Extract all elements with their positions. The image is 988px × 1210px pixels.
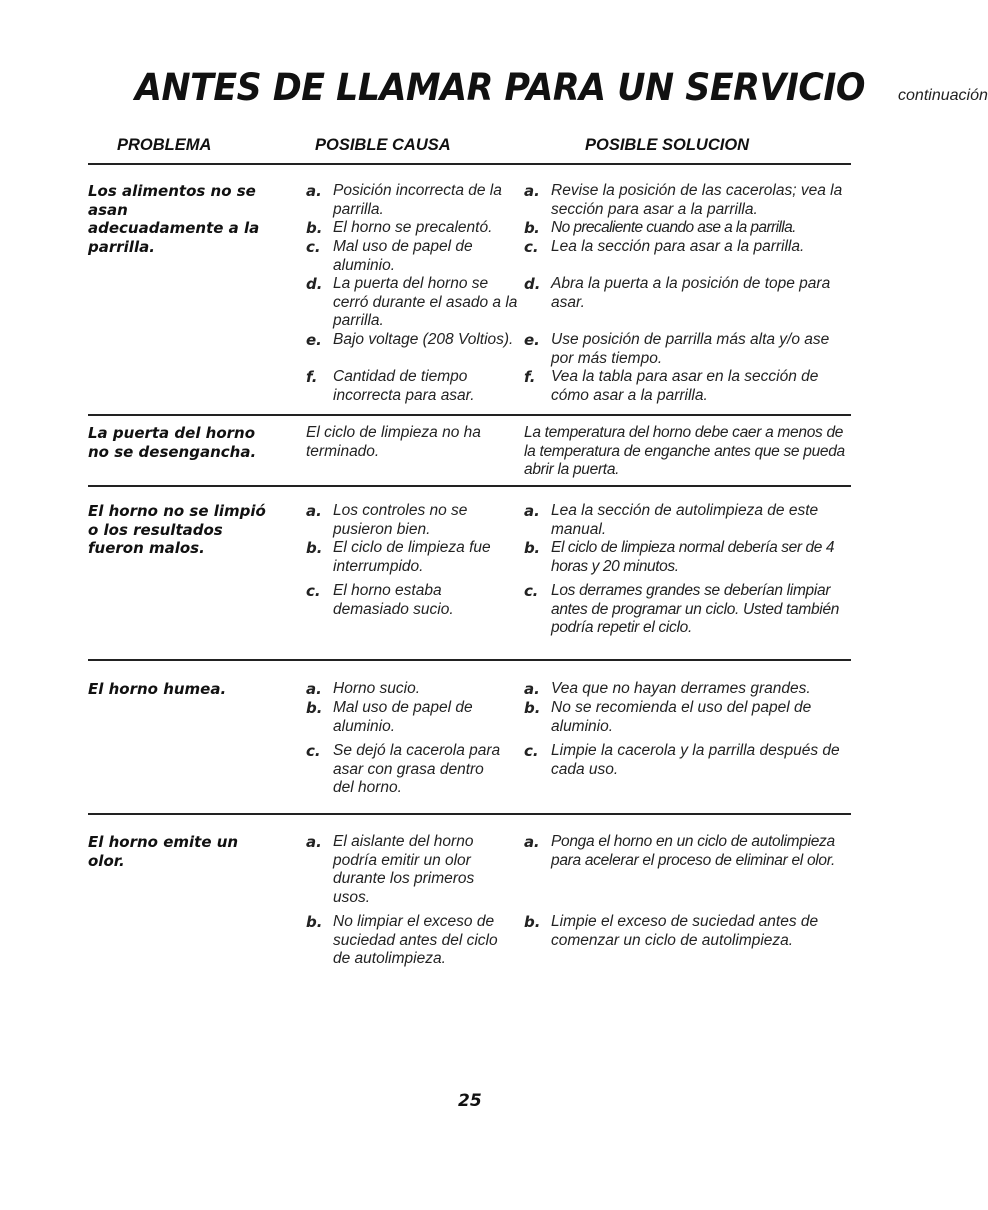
solution-item (524, 182, 851, 219)
solution-item (524, 742, 851, 779)
cause-letter: b. (306, 699, 323, 717)
solution-text: Limpie la cacerola y la parrilla después de cada uso. (551, 742, 840, 778)
solution-item (524, 219, 851, 238)
solution-letter: b. (524, 539, 540, 557)
cause-letter: b. (306, 539, 323, 557)
cause-text: El ciclo de limpieza fue interrumpido. (333, 539, 491, 575)
solution-item (524, 699, 851, 742)
cause-item (306, 238, 521, 275)
cause-item (306, 275, 521, 331)
cause-item (306, 502, 513, 539)
cause-item (306, 582, 493, 619)
solution-text: Vea la tabla para asar en la sección de cómo asar a la parrilla. (551, 368, 819, 404)
row-divider (88, 659, 851, 661)
solution-letter: a. (524, 833, 540, 851)
solution-letter: c. (524, 582, 538, 600)
solution-text: Abra la puerta a la posición de tope para asar. (551, 275, 831, 311)
solution-letter: b. (524, 699, 541, 717)
page-title (135, 66, 988, 109)
cause-item (306, 368, 521, 405)
row-divider (88, 813, 851, 815)
solution-letter: d. (524, 275, 541, 293)
cause-letter: b. (306, 219, 323, 237)
solution-list (524, 182, 851, 405)
solution-item (524, 833, 851, 913)
solution-letter: c. (524, 742, 539, 760)
solution-text: Revise la posición de las cacerolas; vea la sección para asar a la parrilla. (551, 182, 843, 218)
cause-item (306, 913, 518, 969)
cause-item (306, 742, 503, 798)
cause-list (306, 182, 521, 405)
cause-list (306, 680, 521, 798)
solution-item (524, 331, 851, 368)
solution-letter: a. (524, 680, 540, 698)
problem-label: El horno humea. (88, 680, 227, 698)
cause-letter: c. (306, 582, 321, 600)
cause-letter: c. (306, 238, 321, 256)
solution-list (524, 833, 851, 969)
cause-text: El horno estaba demasiado sucio. (333, 582, 454, 618)
header-divider (88, 163, 851, 165)
solution-text: Ponga el horno en un ciclo de autolimpieza para acelerar el proceso de eliminar el olor. (551, 833, 836, 869)
solution-text: El ciclo de limpieza normal debería ser de 4 horas y 20 minutos. (551, 539, 835, 575)
solution-text: Los derrames grandes se deberían limpiar antes de programar un ciclo. Usted también podría repetir el ciclo. (551, 582, 840, 636)
solution-letter: b. (524, 913, 541, 931)
solution-text: No precaliente cuando ase a la parrilla. (551, 219, 796, 236)
cause-letter: a. (306, 182, 322, 200)
solution-list (524, 502, 851, 638)
cause-letter: e. (306, 331, 322, 349)
cause-text: Los controles no se pusieron bien. (333, 502, 468, 538)
cause-item (306, 182, 521, 219)
solution-text: Lea la sección de autolimpieza de este manual. (551, 502, 819, 538)
solution-letter: e. (524, 331, 540, 349)
solution-letter: f. (524, 368, 536, 386)
solution-text: La temperatura del horno debe caer a menos de la temperatura de enganche antes que se pueda abrir la puerta. (524, 424, 845, 478)
cause-text: Mal uso de papel de aluminio. (333, 238, 473, 274)
column-header-cause: POSIBLE CAUSA (315, 136, 451, 154)
cause-letter: b. (306, 913, 323, 931)
solution-item (524, 238, 851, 275)
cause-item (306, 331, 521, 368)
cause-text: El ciclo de limpieza no ha terminado. (306, 424, 481, 460)
cause-text: Mal uso de papel de aluminio. (333, 699, 473, 735)
solution-item (524, 680, 851, 699)
cause-text: El aislante del horno podría emitir un olor durante los primeros usos. (333, 833, 475, 906)
cause-item (306, 833, 508, 913)
cause-letter: a. (306, 502, 322, 520)
solution-letter: b. (524, 219, 540, 237)
cause-letter: c. (306, 742, 321, 760)
solution-item (524, 368, 851, 405)
solution-item (524, 913, 851, 969)
problem-label: Los alimentos no se asan adecuadamente a la parrilla. (88, 182, 260, 256)
cause-text: Se dejó la cacerola para asar con grasa dentro del horno. (333, 742, 501, 796)
cause-item (306, 539, 521, 582)
solution-text: Use posición de parrilla más alta y/o ase por más tiempo. (551, 331, 830, 367)
row-divider (88, 414, 851, 416)
cause-item (306, 219, 521, 238)
cause-letter: d. (306, 275, 323, 293)
cause-text: La puerta del horno se cerró durante el asado a la parrilla. (333, 275, 518, 329)
problem-label: La puerta del horno no se desengancha. (88, 424, 257, 461)
page-title-continuation: continuación (898, 87, 988, 104)
page-number: 25 (458, 1091, 482, 1111)
cause-letter: a. (306, 833, 322, 851)
cause-text: No limpiar el exceso de suciedad antes del ciclo de autolimpieza. (333, 913, 498, 967)
cause-text: Horno sucio. (333, 680, 421, 697)
solution-text: Limpie el exceso de suciedad antes de comenzar un ciclo de autolimpieza. (551, 913, 819, 949)
solution-item (524, 582, 851, 638)
solution-list (524, 680, 851, 779)
row-divider (88, 485, 851, 487)
cause-letter: f. (306, 368, 318, 386)
cause-text: Bajo voltage (208 Voltios). (333, 331, 514, 348)
solution-text: Vea que no hayan derrames grandes. (551, 680, 811, 697)
cause-list (306, 833, 521, 969)
problem-label: El horno emite un olor. (88, 833, 239, 870)
solution-letter: a. (524, 502, 540, 520)
solution-item (524, 502, 851, 539)
cause-text: El horno se precalentó. (333, 219, 493, 236)
cause-item (306, 699, 503, 742)
problem-label: El horno no se limpió o los resultados fueron malos. (88, 502, 266, 557)
column-header-problem: PROBLEMA (117, 136, 212, 154)
cause-item (306, 680, 521, 699)
solution-item (524, 275, 851, 331)
solution-item (524, 539, 851, 582)
page-title-main: ANTES DE LLAMAR PARA UN SERVICIO (135, 66, 865, 109)
cause-list (306, 502, 521, 619)
solution-letter: a. (524, 182, 540, 200)
solution-text: Lea la sección para asar a la parrilla. (551, 238, 805, 255)
solution-text: No se recomienda el uso del papel de aluminio. (551, 699, 812, 735)
cause-text: Posición incorrecta de la parrilla. (333, 182, 502, 218)
cause-letter: a. (306, 680, 322, 698)
column-header-solution: POSIBLE SOLUCION (585, 136, 750, 154)
cause-text: Cantidad de tiempo incorrecta para asar. (333, 368, 475, 404)
solution-letter: c. (524, 238, 539, 256)
